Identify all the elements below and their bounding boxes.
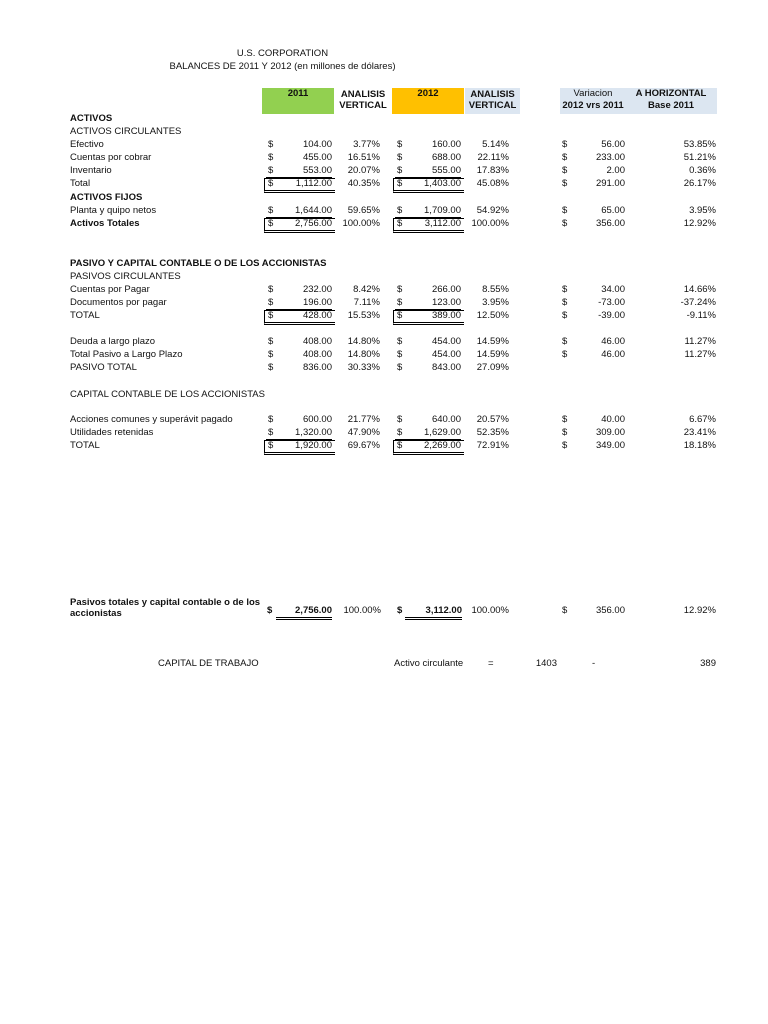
total-box-2011	[264, 310, 335, 325]
currency-2012: $	[397, 284, 403, 295]
variation-value: -39.00	[598, 310, 625, 321]
horizontal-value: 23.41%	[683, 427, 716, 438]
grand-total-horizontal: 12.92%	[683, 605, 716, 616]
header-2012: 2012	[392, 88, 464, 114]
row-label: TOTAL	[70, 440, 100, 451]
vertical-2012: 14.59%	[476, 349, 509, 360]
working-capital-activo-label: Activo circulante	[394, 658, 464, 669]
amount-2011: 428.00	[302, 310, 332, 321]
row-label: Inventario	[70, 165, 112, 176]
amount-2011: 455.00	[302, 152, 332, 163]
currency-variation: $	[562, 336, 568, 347]
report-subtitle: BALANCES DE 2011 Y 2012 (en millones de dólares)	[169, 61, 396, 72]
amount-2011: 1,920.00	[295, 440, 332, 451]
variation-value: 40.00	[601, 414, 625, 425]
currency-2012: $	[397, 297, 403, 308]
currency-2011: $	[268, 362, 274, 373]
variation-value: 46.00	[601, 349, 625, 360]
amount-2011: 1,112.00	[295, 178, 332, 189]
total-box-2011	[264, 218, 335, 233]
amount-2011: 408.00	[302, 349, 332, 360]
company-title: U.S. CORPORATION	[236, 48, 329, 59]
horizontal-value: 26.17%	[683, 178, 716, 189]
amount-2012: 1,709.00	[424, 205, 461, 216]
currency-variation: $	[562, 284, 568, 295]
vertical-2012: 5.14%	[482, 139, 509, 150]
section-activos-circulantes: ACTIVOS CIRCULANTES	[70, 126, 182, 137]
amount-2011: 1,644.00	[295, 205, 332, 216]
row-label: Total Pasivo a Largo Plazo	[70, 349, 183, 360]
row-label: Acciones comunes y superávit pagado	[70, 414, 233, 425]
currency-variation: $	[562, 178, 568, 189]
vertical-2011: 7.11%	[353, 297, 380, 308]
currency-variation: $	[562, 139, 568, 150]
currency-2011: $	[268, 165, 274, 176]
row-label: Cuentas por cobrar	[70, 152, 152, 163]
amount-2011: 600.00	[302, 414, 332, 425]
horizontal-value: 51.21%	[683, 152, 716, 163]
currency-2011: $	[268, 284, 274, 295]
working-capital-label: CAPITAL DE TRABAJO	[158, 658, 259, 669]
section-pasivos-circulantes: PASIVOS CIRCULANTES	[70, 271, 181, 282]
vertical-2012: 45.08%	[476, 178, 509, 189]
amount-2012: 160.00	[431, 139, 461, 150]
vertical-2012: 3.95%	[482, 297, 509, 308]
currency-2011: $	[268, 205, 274, 216]
vertical-2011: 14.80%	[347, 336, 380, 347]
currency-variation: $	[562, 218, 568, 229]
currency-2011: $	[268, 414, 274, 425]
amount-2011: 104.00	[302, 139, 332, 150]
vertical-2012: 72.91%	[476, 440, 509, 451]
amount-2012: 123.00	[431, 297, 461, 308]
currency-variation: $	[562, 427, 568, 438]
horizontal-value: 0.36%	[689, 165, 716, 176]
grand-total-variation: 356.00	[595, 605, 625, 616]
horizontal-value: 3.95%	[689, 205, 716, 216]
amount-2012: 266.00	[431, 284, 461, 295]
currency-2012: $	[397, 152, 403, 163]
total-box-2012	[393, 440, 464, 455]
working-capital-value-2: 389	[700, 658, 716, 669]
amount-2011: 196.00	[302, 297, 332, 308]
currency-2012: $	[397, 427, 403, 438]
currency-variation: $	[562, 310, 568, 321]
grand-total-2011: 2,756.00	[276, 605, 332, 620]
total-box-2012	[393, 178, 464, 193]
currency-2011: $	[268, 349, 274, 360]
currency-2011: $	[268, 297, 274, 308]
vertical-2012: 8.55%	[482, 284, 509, 295]
vertical-2012: 12.50%	[476, 310, 509, 321]
currency-2012: $	[397, 165, 403, 176]
grand-total-vertical-2012: 100.00%	[471, 605, 509, 616]
currency-variation: $	[562, 152, 568, 163]
grand-total-currency-2012: $	[397, 605, 403, 616]
vertical-2011: 59.65%	[347, 205, 380, 216]
grand-total-vertical-2011: 100.00%	[343, 605, 381, 616]
vertical-2012: 100.00%	[471, 218, 509, 229]
vertical-2011: 69.67%	[347, 440, 380, 451]
amount-2012: 555.00	[431, 165, 461, 176]
currency-2011: $	[268, 152, 274, 163]
currency-2012: $	[397, 178, 403, 189]
row-label: Efectivo	[70, 139, 104, 150]
header-vertical-2011: ANALISIS VERTICAL	[339, 89, 387, 111]
grand-total-label: Pasivos totales y capital contable o de los accionistas	[70, 597, 261, 619]
row-label: PASIVO TOTAL	[70, 362, 137, 373]
currency-2012: $	[397, 349, 403, 360]
row-label: Cuentas por Pagar	[70, 284, 150, 295]
vertical-2011: 40.35%	[347, 178, 380, 189]
variation-value: 46.00	[601, 336, 625, 347]
currency-2011: $	[268, 440, 274, 451]
row-label: Planta y quipo netos	[70, 205, 157, 216]
vertical-2012: 17.83%	[476, 165, 509, 176]
amount-2012: 688.00	[431, 152, 461, 163]
vertical-2012: 54.92%	[476, 205, 509, 216]
currency-2012: $	[397, 310, 403, 321]
variation-value: 356.00	[595, 218, 625, 229]
currency-2012: $	[397, 139, 403, 150]
amount-2011: 232.00	[302, 284, 332, 295]
variation-value: -73.00	[598, 297, 625, 308]
vertical-2011: 100.00%	[342, 218, 380, 229]
horizontal-value: -9.11%	[686, 310, 716, 321]
vertical-2011: 47.90%	[347, 427, 380, 438]
horizontal-value: -37.24%	[680, 297, 716, 308]
total-box-2011	[264, 440, 335, 455]
currency-2012: $	[397, 205, 403, 216]
vertical-2011: 16.51%	[347, 152, 380, 163]
variation-value: 65.00	[601, 205, 625, 216]
currency-variation: $	[562, 205, 568, 216]
amount-2012: 389.00	[431, 310, 461, 321]
grand-total-currency-2011: $	[267, 605, 273, 616]
amount-2012: 843.00	[431, 362, 461, 373]
amount-2012: 640.00	[431, 414, 461, 425]
variation-value: 56.00	[601, 139, 625, 150]
currency-2011: $	[268, 336, 274, 347]
variation-value: 2.00	[606, 165, 625, 176]
amount-2012: 3,112.00	[424, 218, 461, 229]
row-label: Total	[70, 178, 91, 189]
variation-value: 349.00	[595, 440, 625, 451]
currency-variation: $	[562, 297, 568, 308]
variation-value: 34.00	[601, 284, 625, 295]
grand-total-currency-var: $	[562, 605, 568, 616]
amount-2012: 454.00	[431, 349, 461, 360]
row-label: TOTAL	[70, 310, 100, 321]
total-box-2012	[393, 218, 464, 233]
grand-total-2012: 3,112.00	[405, 605, 462, 620]
working-capital-equals: =	[488, 658, 494, 669]
row-label: Documentos por pagar	[70, 297, 167, 308]
variation-value: 233.00	[595, 152, 625, 163]
horizontal-value: 53.85%	[683, 139, 716, 150]
section-activos-fijos: ACTIVOS FIJOS	[70, 192, 143, 203]
vertical-2012: 22.11%	[477, 152, 509, 163]
total-box-2011	[264, 178, 335, 193]
amount-2011: 836.00	[302, 362, 332, 373]
horizontal-value: 6.67%	[689, 414, 716, 425]
amount-2012: 454.00	[431, 336, 461, 347]
header-vertical-2012: ANALISIS VERTICAL	[465, 88, 520, 114]
currency-2012: $	[397, 440, 403, 451]
currency-variation: $	[562, 414, 568, 425]
currency-variation: $	[562, 349, 568, 360]
currency-variation: $	[562, 440, 568, 451]
currency-2012: $	[397, 414, 403, 425]
vertical-2012: 14.59%	[476, 336, 509, 347]
working-capital-minus: -	[592, 658, 596, 669]
amount-2012: 1,403.00	[424, 178, 461, 189]
total-box-2012	[393, 310, 464, 325]
amount-2012: 2,269.00	[424, 440, 461, 451]
currency-variation: $	[562, 165, 568, 176]
row-label: Deuda a largo plazo	[70, 336, 156, 347]
currency-2012: $	[397, 362, 403, 373]
horizontal-value: 11.27%	[684, 349, 716, 360]
header-horizontal-label: A HORIZONTAL Base 2011	[635, 88, 707, 111]
working-capital-value-1: 1403	[535, 658, 557, 669]
horizontal-value: 11.27%	[684, 336, 716, 347]
currency-2012: $	[397, 218, 403, 229]
vertical-2011: 30.33%	[347, 362, 380, 373]
row-label: Utilidades retenidas	[70, 427, 154, 438]
currency-2011: $	[268, 427, 274, 438]
currency-2011: $	[268, 178, 274, 189]
vertical-2012: 52.35%	[476, 427, 509, 438]
amount-2011: 1,320.00	[295, 427, 332, 438]
amount-2011: 2,756.00	[295, 218, 332, 229]
horizontal-value: 14.66%	[683, 284, 716, 295]
variation-value: 309.00	[595, 427, 625, 438]
vertical-2011: 20.07%	[347, 165, 380, 176]
vertical-2011: 3.77%	[353, 139, 380, 150]
currency-2011: $	[268, 310, 274, 321]
amount-2011: 553.00	[302, 165, 332, 176]
currency-2011: $	[268, 218, 274, 229]
section-pasivo-capital: PASIVO Y CAPITAL CONTABLE O DE LOS ACCIONISTAS	[70, 258, 327, 269]
currency-2011: $	[268, 139, 274, 150]
vertical-2011: 8.42%	[353, 284, 380, 295]
vertical-2012: 20.57%	[476, 414, 509, 425]
horizontal-value: 12.92%	[683, 218, 716, 229]
vertical-2012: 27.09%	[476, 362, 509, 373]
horizontal-value: 18.18%	[683, 440, 716, 451]
amount-2012: 1,629.00	[424, 427, 461, 438]
vertical-2011: 21.77%	[347, 414, 380, 425]
vertical-2011: 14.80%	[347, 349, 380, 360]
amount-2011: 408.00	[302, 336, 332, 347]
section-activos: ACTIVOS	[70, 113, 113, 124]
row-label: Activos Totales	[70, 218, 140, 229]
section-capital-contable: CAPITAL CONTABLE DE LOS ACCIONISTAS	[70, 389, 265, 400]
header-variacion-label: Variacion 2012 vrs 2011	[562, 88, 624, 111]
variation-value: 291.00	[595, 178, 625, 189]
currency-2012: $	[397, 336, 403, 347]
vertical-2011: 15.53%	[347, 310, 380, 321]
header-2011: 2011	[262, 88, 334, 114]
